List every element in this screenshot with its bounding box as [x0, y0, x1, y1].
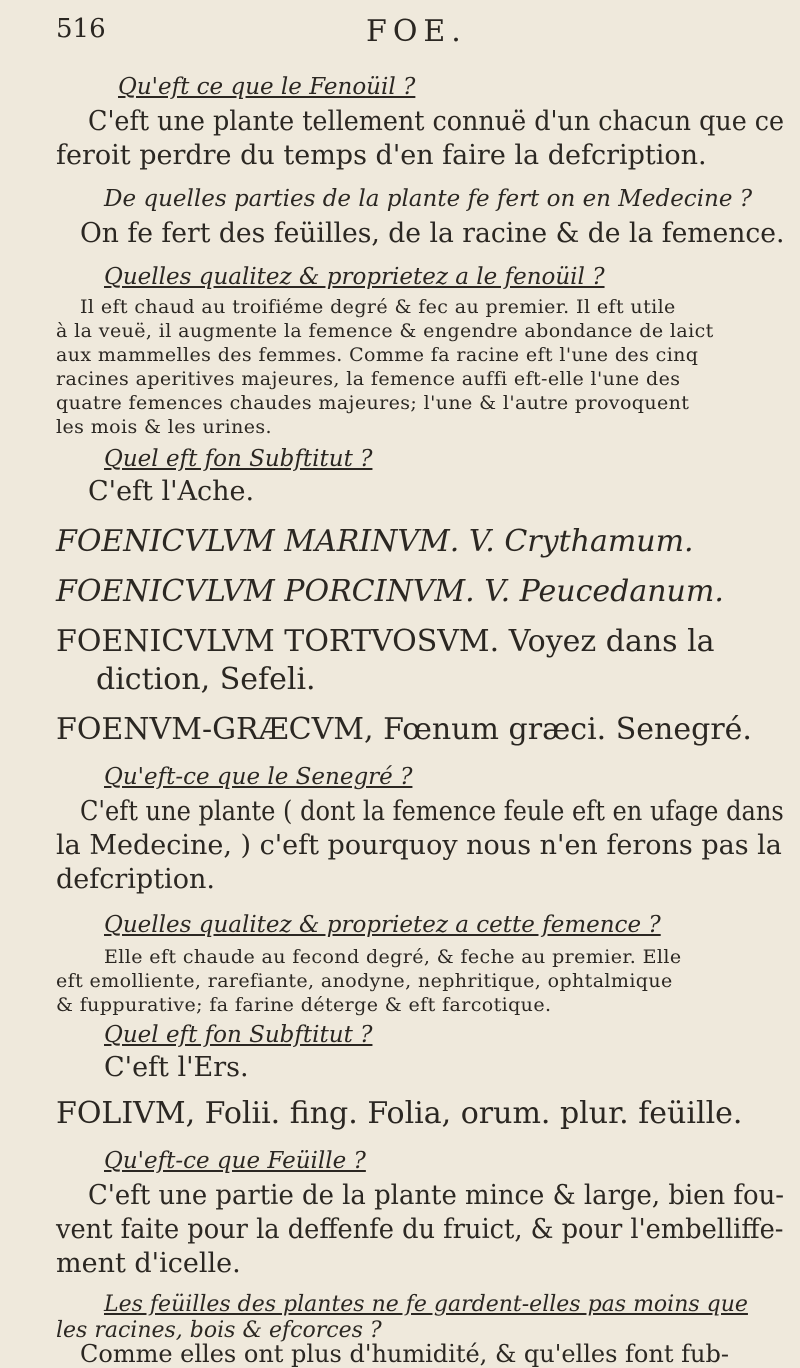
- answer-line: C'eft l'Ers.: [104, 1052, 249, 1083]
- entry-heading: diction, Sefeli.: [96, 662, 316, 697]
- question-line: les racines, bois & efcorces ?: [56, 1318, 382, 1343]
- body-line: quatre femences chaudes majeures; l'une & l'autre provoquent: [56, 392, 690, 414]
- answer-line: C'eft une plante ( dont la femence feule eft en ufage dans: [80, 796, 784, 827]
- answer-line: la Medecine, ) c'eft pourquoy nous n'en ferons pas la: [56, 830, 782, 861]
- answer-line: feroit perdre du temps d'en faire la defcription.: [56, 140, 707, 171]
- body-line: eft emolliente, rarefiante, anodyne, nephritique, ophtalmique: [56, 970, 673, 992]
- body-line: Il eft chaud au troifiéme degré & fec au premier. Il eft utile: [80, 296, 676, 318]
- answer-line: C'eft l'Ache.: [88, 476, 255, 507]
- answer-line: vent faite pour la deffenfe du fruict, & pour l'embelliffe-: [56, 1214, 784, 1245]
- page-header: [56, 14, 616, 64]
- question-line: Les feüilles des plantes ne fe gardent-elles pas moins que: [104, 1292, 748, 1317]
- answer-line: C'eft une partie de la plante mince & large, bien fou-: [88, 1180, 785, 1211]
- body-line: Elle eft chaude au fecond degré, & feche au premier. Elle: [104, 946, 682, 968]
- answer-line: ment d'icelle.: [56, 1248, 241, 1279]
- question-line: Qu'eft-ce que Feüille ?: [104, 1148, 366, 1174]
- answer-line: Comme elles ont plus d'humidité, & qu'elles font fub-: [80, 1340, 729, 1368]
- running-head: FOE.: [366, 14, 467, 49]
- body-line: & fuppurative; fa farine déterge & eft farcotique.: [56, 994, 552, 1016]
- question-line: Qu'eft-ce que le Senegré ?: [104, 764, 413, 790]
- entry-heading: FOLIVM, Folii. fing. Folia, orum. plur. feüille.: [56, 1096, 743, 1131]
- question-line: De quelles parties de la plante fe fert on en Medecine ?: [104, 186, 753, 212]
- answer-line: On fe fert des feüilles, de la racine & de la femence.: [80, 218, 785, 249]
- answer-line: C'eft une plante tellement connuë d'un chacun que ce: [88, 106, 785, 137]
- question-line: Quel eft fon Subftitut ?: [104, 446, 373, 472]
- entry-heading: FOENICVLVM TORTVOSVM. Voyez dans la: [56, 624, 715, 659]
- body-line: racines aperitives majeures, la femence auffi eft-elle l'une des: [56, 368, 681, 390]
- question-line: Quel eft fon Subftitut ?: [104, 1022, 373, 1048]
- entry-heading: FOENVM-GRÆCVM, Fœnum græci. Senegré.: [56, 712, 752, 747]
- page-number: 516: [56, 14, 106, 44]
- question-line: Quelles qualitez & proprietez a le fenoüil ?: [104, 264, 605, 290]
- body-line: les mois & les urines.: [56, 416, 272, 438]
- answer-line: defcription.: [56, 864, 215, 895]
- body-line: aux mammelles des femmes. Comme fa racine eft l'une des cinq: [56, 344, 699, 366]
- entry-heading: FOENICVLVM PORCINVM. V. Peucedanum.: [56, 574, 724, 609]
- question-line: Quelles qualitez & proprietez a cette femence ?: [104, 912, 661, 938]
- question-line: Qu'eft ce que le Fenoüil ?: [118, 74, 416, 100]
- entry-heading: FOENICVLVM MARINVM. V. Crythamum.: [56, 524, 694, 559]
- body-line: à la veuë, il augmente la femence & engendre abondance de laict: [56, 320, 714, 342]
